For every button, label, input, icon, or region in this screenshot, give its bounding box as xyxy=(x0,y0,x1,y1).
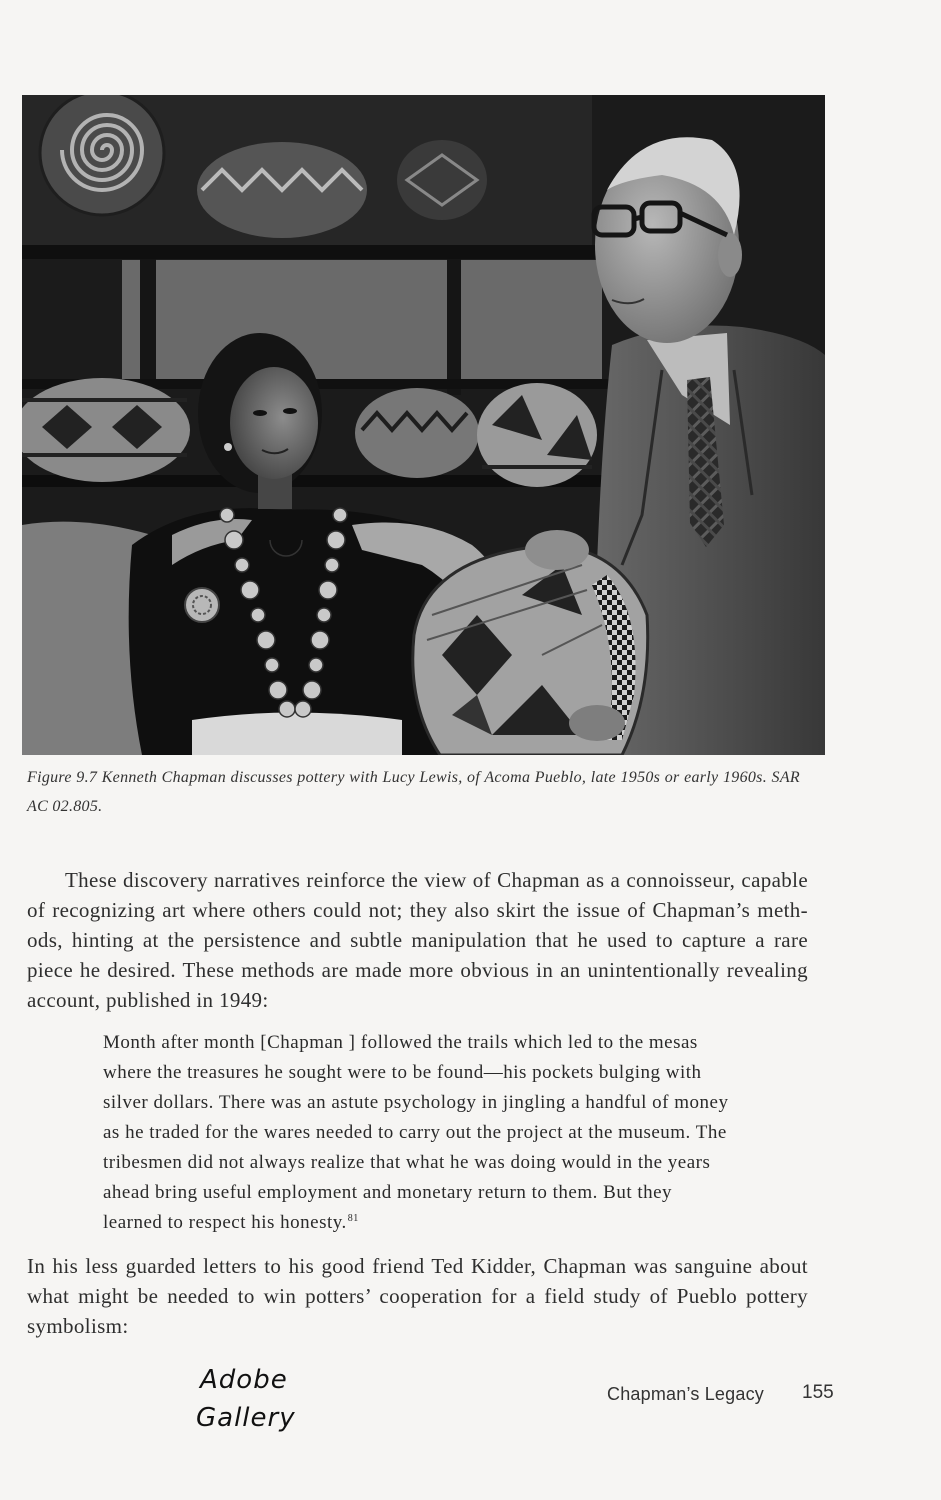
stamp-line: Adobe xyxy=(200,1365,288,1395)
caption-line: Figure 9.7 Kenneth Chapman discusses pottery with Lucy Lewis, of Acoma Pueblo, late 1950s or early 1960s. SAR xyxy=(27,769,800,786)
paragraph-line: In his less guarded letters to his good friend Ted Kidder, Chapman was sanguine about xyxy=(27,1254,808,1278)
block-quote-text: learned to respect his honesty. xyxy=(103,1212,347,1233)
block-quote-line xyxy=(103,1208,728,1238)
body-paragraph xyxy=(27,1251,808,1341)
paragraph-line: account, published in 1949: xyxy=(27,988,269,1012)
running-head: Chapman’s Legacy xyxy=(607,1384,764,1404)
paragraph-line: what might be needed to win potters’ cooperation for a field study of Pueblo pottery xyxy=(27,1284,808,1308)
stamp-line: Gallery xyxy=(196,1403,296,1433)
paragraph-line: piece he desired. These methods are made more obvious in an unintentionally revealing xyxy=(27,958,808,982)
block-quote-line: ahead bring useful employment and monetary return to them. But they xyxy=(103,1182,673,1203)
block-quote-line: silver dollars. There was an astute psychology in jingling a handful of money xyxy=(103,1092,729,1113)
spiral-pot xyxy=(40,95,164,215)
footnote-ref: 81 xyxy=(347,1213,359,1224)
photo xyxy=(22,95,825,755)
gallery-stamp xyxy=(196,1361,296,1437)
figure-caption xyxy=(27,763,800,821)
paragraph-line: symbolism: xyxy=(27,1314,129,1338)
block-quote-line: where the treasures he sought were to be found—his pockets bulging with xyxy=(103,1062,702,1083)
caption-line: AC 02.805. xyxy=(27,798,103,815)
block-quote-line: tribesmen did not always realize that what he was doing would in the years xyxy=(103,1152,711,1173)
brooch xyxy=(185,588,219,622)
body-paragraph xyxy=(27,865,808,1015)
paragraph-line: These discovery narratives reinforce the view of Chapman as a connoisseur, capable xyxy=(65,868,808,892)
page-number: 155 xyxy=(802,1382,834,1403)
block-quote xyxy=(103,1028,728,1238)
paragraph-line: of recognizing art where others could not; they also skirt the issue of Chapman’s meth- xyxy=(27,898,808,922)
block-quote-line: Month after month [Chapman ] followed the trails which led to the mesas xyxy=(103,1032,698,1053)
paragraph-line: ods, hinting at the persistence and subtle manipulation that he used to capture a rare xyxy=(27,928,808,952)
block-quote-line: as he traded for the wares needed to carry out the project at the museum. The xyxy=(103,1122,727,1143)
